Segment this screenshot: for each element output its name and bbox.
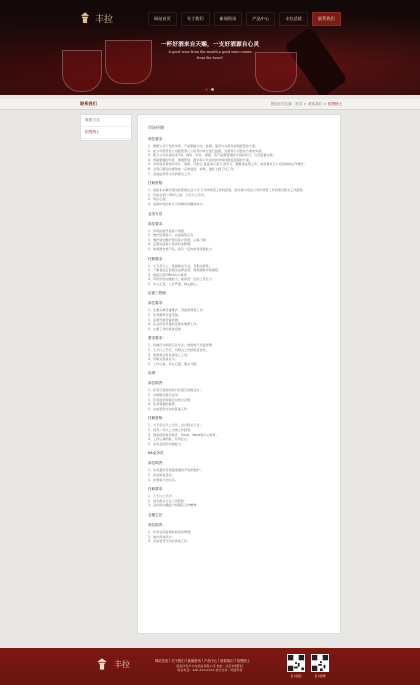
section-heading: 任职资格： xyxy=(148,416,166,421)
job-section xyxy=(148,301,328,331)
footer-info-1: 版权所有©丰拉酒业有限公司 地址：北京市朝阳区 xyxy=(176,664,244,668)
footer-info xyxy=(145,664,275,672)
footer-link[interactable]: 产品中心 xyxy=(203,659,218,663)
section-line: 2、负责维修日常设备； xyxy=(148,313,181,318)
slogan-en-1: A good wine from the mouth,a good wine comes xyxy=(168,50,252,54)
slogan-en-2: from the heart! xyxy=(196,56,224,60)
section-line: 1、负责超市及商超渠道的开发和维护； xyxy=(148,468,203,473)
section-heading: 岗位职责： xyxy=(148,381,166,386)
section-heading: 出纳 xyxy=(148,371,156,376)
section-title: 联系我们 xyxy=(80,101,97,106)
breadcrumb-contact[interactable]: 联系我们 xyxy=(308,101,323,106)
breadcrumb-sep: > xyxy=(303,101,307,106)
job-section xyxy=(148,222,328,252)
section-line: 1、负责仓库货物的收发和管理； xyxy=(148,529,194,534)
section-line: 5、具有良好的沟通能力。 xyxy=(148,441,184,446)
nav-news[interactable]: 新闻资讯 xyxy=(214,12,243,26)
footer-links xyxy=(155,658,250,663)
section-line: 3、责任心强； xyxy=(148,197,169,202)
section-heading: 要求要求： xyxy=(148,336,166,341)
section-heading: 任职要求： xyxy=(148,256,166,261)
section-line: 3、定期开展设备检测； xyxy=(148,317,181,322)
footer-link-separator: | xyxy=(234,658,236,662)
section-line: 4、定期完成客户等资料的整理； xyxy=(148,242,194,247)
section-line: 7、其他由领导交办的相关工作。 xyxy=(148,171,194,176)
breadcrumb-current: 招贤纳士 xyxy=(328,101,342,106)
footer xyxy=(0,648,420,685)
qr-code-icon xyxy=(287,654,305,672)
section-line: 5、完成领导交办的其他工作。 xyxy=(148,406,191,411)
footer-link[interactable]: 新闻资讯 xyxy=(187,659,201,663)
section-line: 5、为人正直，工作严谨，细心耐心。 xyxy=(148,281,200,286)
footer-link[interactable]: 网站首页 xyxy=(155,659,169,663)
footer-link[interactable]: 关于我们 xyxy=(171,659,185,663)
section-line: 2、了解食品行业相关法律法规，熟悉酒类市场销售； xyxy=(148,268,222,273)
qr2-label: 官方微博 xyxy=(314,674,326,678)
section-line: 1、具备本从事所相关的营销企业公司 公司市场营工作的经验，能有效与所在公司市场营工作的项目相关工作经验； xyxy=(148,188,306,193)
section-line: 4、企业所有设备的安装和维修工作； xyxy=(148,322,200,327)
section-line: 3、配合公司总体各项 SA、销售、市场、渠道、资产监督管理的方案的执行，以及监督实施； xyxy=(148,153,276,158)
section-line: 2、年龄在25~45岁之间，大专以上学历； xyxy=(148,192,207,197)
carousel-dot[interactable] xyxy=(205,88,208,91)
pagoda-logo-icon xyxy=(94,657,110,671)
section-line: 2、完成销售目标； xyxy=(148,472,175,477)
section-line: 1、主要从事设备维护、设备保养等工作； xyxy=(148,308,206,313)
section-line: 1、大专及以上，具备相关专业，有相关经验； xyxy=(148,263,212,268)
job-section xyxy=(148,181,328,206)
section-heading: 岗位职责： xyxy=(148,461,166,466)
section-line: 3、熟悉和运用各类电工工具； xyxy=(148,352,191,357)
section-line: 3、处理客户的关系。 xyxy=(148,477,178,482)
section-line: 3、熟练使用财务软件、Excel、Word等办公软件； xyxy=(148,432,219,437)
footer-link[interactable]: 招贤纳士 xyxy=(236,659,250,663)
section-line: 3、维护通过维护原有客户资源，认真了解； xyxy=(148,237,209,242)
job-section xyxy=(148,336,328,366)
slogan-cn: 一杯好酒来自天赐，一支好酒源自心灵 xyxy=(160,42,260,48)
section-heading: 店面工程师 xyxy=(148,291,166,296)
breadcrumb-home[interactable]: 您现在的位置：首页 xyxy=(270,101,303,106)
job-section xyxy=(148,212,328,217)
sidebar-item-jobs[interactable]: 招贤纳士 xyxy=(81,127,131,139)
job-section xyxy=(148,371,328,376)
section-line: 5、市场项目规划和设计、更新，可配合 直接加以适当 的学习，要推进各项工作，如需要执行公司直销的运作情况； xyxy=(148,162,307,167)
nav-home[interactable]: 网站首页 xyxy=(148,12,177,26)
nav-contact[interactable]: 联系我们 xyxy=(312,12,341,26)
footer-info-2: 联系电话：400-XXX-XXXX 技术支持：网络科技 xyxy=(177,668,243,673)
section-line: 4、有相关资质证书； xyxy=(148,357,178,362)
hero-slogan xyxy=(0,40,420,60)
nav-about[interactable]: 关于我们 xyxy=(181,12,210,26)
section-heading: 仓储主任 xyxy=(148,512,163,517)
site-logo[interactable] xyxy=(78,9,113,27)
qr-code-icon xyxy=(311,654,329,672)
job-listing xyxy=(148,137,328,544)
section-line: 2、大专以上学历，有相关工作经验者优先； xyxy=(148,348,209,353)
pagoda-logo-icon xyxy=(78,11,92,25)
section-line: 1、根据公司下发的市场、产品策略方向，监督、建设与完善和市场经营的方案； xyxy=(148,144,259,148)
section-line: 2、具有一年以上出纳工作经验； xyxy=(148,427,194,432)
section-line: 4、有较好的沟通能力，能承受一定的工作压力； xyxy=(148,277,215,282)
breadcrumb-bar xyxy=(0,99,420,110)
section-line: 3、熟练运用Office办公软件； xyxy=(148,272,190,277)
job-section xyxy=(148,416,328,446)
breadcrumb-sep: > xyxy=(323,101,327,106)
hero-banner xyxy=(0,0,420,95)
brand-name: 丰拉 xyxy=(95,14,114,25)
section-line: 4、具备出色的执行力和解决问题的能力。 xyxy=(148,201,206,206)
sidebar xyxy=(80,114,132,141)
section-line: 2、具有相关行业工作经验； xyxy=(148,498,188,503)
section-line: 2、维护拓展客户，完成销售任务； xyxy=(148,233,197,238)
section-line: 4、负责票据的保管； xyxy=(148,402,178,407)
section-line: 2、做好库存统计； xyxy=(148,534,175,539)
section-line: 5、主要工作的具体安排。 xyxy=(148,326,184,331)
section-line: 4、营销渠道的分析、渠道策划、图书等公共消息的市场的推进进程的方案。 xyxy=(148,157,253,162)
job-section xyxy=(148,523,328,544)
section-line: 3、完成领导交办的其他工作。 xyxy=(148,539,191,544)
footer-link[interactable]: 联系我们 xyxy=(220,659,234,663)
top-nav xyxy=(148,12,341,26)
job-section xyxy=(148,291,328,296)
section-line: 1、机械设计制造专业毕业，熟悉电气设备原理； xyxy=(148,343,215,348)
footer-link-separator: | xyxy=(218,658,220,662)
breadcrumb xyxy=(271,102,342,107)
section-heading: 业务专员 xyxy=(148,211,163,216)
section-line: 6、对责任事宜的规划成一定的进度、审核，做好上级下达工作； xyxy=(148,166,237,171)
job-section xyxy=(148,461,328,482)
footer-brand-name: 丰拉 xyxy=(114,659,130,669)
carousel-dot[interactable] xyxy=(211,88,214,91)
section-heading: KA业务员 xyxy=(148,451,164,456)
section-line: 4、工作认真细致，有责任心； xyxy=(148,437,191,442)
job-section xyxy=(148,451,328,456)
section-line: 2、在公司领导及公司经营部门下指导中执行进行监督、完善和公司落实方案的实施； xyxy=(148,148,265,153)
section-line: 1、负责日常现金收付及银行结算业务； xyxy=(148,388,203,393)
sidebar-item-contact[interactable]: 联系方式 xyxy=(81,115,131,127)
nav-president[interactable]: 丰拉总裁 xyxy=(279,12,308,26)
section-line: 5、工作认真，责任心强，服从分配。 xyxy=(148,361,200,366)
section-line: 1、大专以上学历； xyxy=(148,494,175,499)
section-heading: 岗位要求： xyxy=(148,221,166,226)
main-content xyxy=(137,114,341,634)
section-heading: 任职资格： xyxy=(148,181,166,186)
section-line: 2、办理相关银行业务； xyxy=(148,393,181,397)
wechat-qr-code xyxy=(287,654,305,672)
section-line: 3、良好的沟通能力和团队合作精神。 xyxy=(148,503,200,508)
section-line: 1、市场拓展开拓客户资源； xyxy=(148,228,188,233)
job-section xyxy=(148,137,328,176)
section-line: 3、负责现金和银行存款日记账； xyxy=(148,397,194,402)
nav-products[interactable]: 产品中心 xyxy=(246,12,275,26)
job-section xyxy=(148,381,328,411)
section-heading: 岗位职责： xyxy=(148,522,166,527)
job-section xyxy=(148,513,328,518)
page-title: 市场经理 xyxy=(148,125,164,130)
section-line: 5、熟悉酒水类产品，具有一定的市场拓展能力； xyxy=(148,246,215,251)
job-section xyxy=(148,487,328,508)
carousel-dots xyxy=(205,88,214,91)
weibo-qr-code xyxy=(311,654,329,672)
footer-logo[interactable] xyxy=(94,657,130,671)
footer-link-separator: | xyxy=(185,658,187,662)
footer-link-separator: | xyxy=(169,658,171,662)
section-heading: 岗位要求： xyxy=(148,137,166,141)
section-heading: 任职要求： xyxy=(148,487,166,492)
footer-link-separator: | xyxy=(201,658,203,662)
qr1-label: 官方微信 xyxy=(290,674,302,678)
section-heading: 岗位要求： xyxy=(148,301,166,306)
job-section xyxy=(148,257,328,287)
section-line: 1、大专学历以上学历，会计相关专业； xyxy=(148,423,203,428)
